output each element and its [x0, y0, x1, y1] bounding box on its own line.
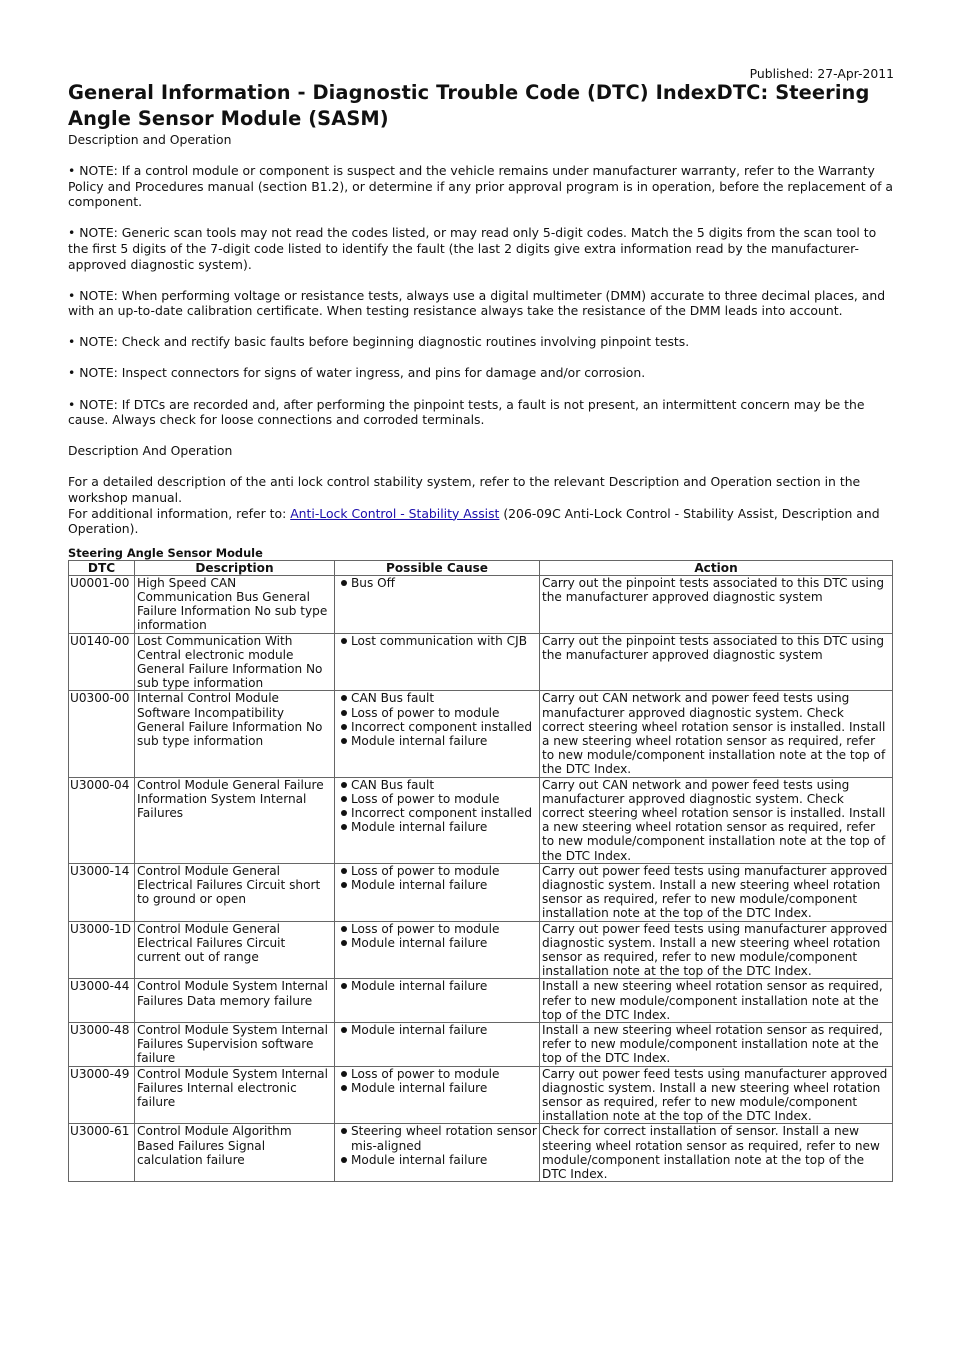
table-row — [69, 633, 893, 691]
table-header-row — [69, 560, 893, 575]
dtc-description-cell: Internal Control Module Software Incompatibility General Failure Information No sub type information — [135, 691, 335, 777]
possible-cause-item: CAN Bus fault — [351, 691, 537, 705]
possible-cause-item: Incorrect component installed — [351, 720, 537, 734]
possible-cause-cell — [335, 979, 540, 1023]
possible-cause-item: Module internal failure — [351, 878, 537, 892]
dtc-description-cell: Lost Communication With Central electronic module General Failure Information No sub type information — [135, 633, 335, 691]
table-row — [69, 777, 893, 863]
possible-cause-item: Module internal failure — [351, 820, 537, 834]
possible-cause-cell — [335, 863, 540, 921]
table-row — [69, 1022, 893, 1066]
dtc-code-cell: U3000-1D — [69, 921, 135, 979]
dtc-code-cell: U3000-49 — [69, 1066, 135, 1124]
action-cell: Carry out CAN network and power feed tests using manufacturer approved diagnostic system. Check correct steering wheel rotation sensor is installed. Install a new steering wheel rotation sensor as required, refer to new module/component installation note at the top of the DTC Index. — [540, 691, 893, 777]
possible-cause-item: Module internal failure — [351, 734, 537, 748]
possible-cause-item: Loss of power to module — [351, 792, 537, 806]
notes-section — [68, 163, 894, 443]
action-cell: Install a new steering wheel rotation sensor as required, refer to new module/component installation note at the top of the DTC Index. — [540, 1022, 893, 1066]
note-dmm: • NOTE: When performing voltage or resistance tests, always use a digital multimeter (DMM) accurate to three decimal places, and with an up-to-date calibration certificate. When testing resistance always take the resistance of the DMM leads into account. — [68, 287, 886, 319]
note-warranty: • NOTE: If a control module or component is suspect and the vehicle remains under manufacturer warranty, refer to the Warranty Policy and Procedures manual (section B1.2), or determine if any prior approval program is in operation, before the replacement of a component. — [68, 163, 893, 210]
dtc-code-cell: U3000-04 — [69, 777, 135, 863]
possible-cause-cell — [335, 575, 540, 633]
possible-cause-list — [337, 1124, 537, 1167]
dtc-description-cell: High Speed CAN Communication Bus General Failure Information No sub type information — [135, 575, 335, 633]
dtc-description-cell: Control Module System Internal Failures Data memory failure — [135, 979, 335, 1023]
page-title: General Information - Diagnostic Trouble Code (DTC) IndexDTC: Steering Angle Sensor Module (SASM) — [68, 81, 870, 130]
dtc-code-cell: U0140-00 — [69, 633, 135, 691]
stability-assist-link[interactable]: Anti-Lock Control - Stability Assist — [290, 505, 500, 521]
table-body — [69, 575, 893, 1182]
possible-cause-item: Incorrect component installed — [351, 806, 537, 820]
dtc-description-cell: Control Module System Internal Failures Supervision software failure — [135, 1022, 335, 1066]
action-cell: Install a new steering wheel rotation sensor as required, refer to new module/component installation note at the top of the DTC Index. — [540, 979, 893, 1023]
possible-cause-item: Loss of power to module — [351, 1067, 537, 1081]
note-scan-tools: • NOTE: Generic scan tools may not read the codes listed, or may read only 5-digit codes. Match the 5 digits from the scan tool to the first 5 digits of the 7-digit code listed to identify the fault (the last 2 digits give extra information read by the manufacturer-approved diagnostic system). — [68, 225, 877, 272]
possible-cause-list — [337, 864, 537, 892]
possible-cause-item: Module internal failure — [351, 979, 537, 993]
dtc-code-cell: U0001-00 — [69, 575, 135, 633]
table-row — [69, 1124, 893, 1182]
action-cell: Carry out power feed tests using manufacturer approved diagnostic system. Install a new steering wheel rotation sensor as required, refer to new module/component installation note at the top of the DTC Index. — [540, 863, 893, 921]
possible-cause-list — [337, 634, 537, 648]
action-cell: Carry out power feed tests using manufacturer approved diagnostic system. Install a new steering wheel rotation sensor as required, refer to new module/component installation note at the top of the DTC Index. — [540, 921, 893, 979]
header-action: Action — [540, 560, 893, 575]
possible-cause-cell — [335, 633, 540, 691]
possible-cause-cell — [335, 691, 540, 777]
possible-cause-list — [337, 1023, 537, 1037]
action-cell: Carry out CAN network and power feed tests using manufacturer approved diagnostic system. Check correct steering wheel rotation sensor is installed. Install a new steering wheel rotation sensor as required, refer to new module/component installation note at the top of the DTC Index. — [540, 777, 893, 863]
reference-paragraph — [68, 506, 894, 537]
table-row — [69, 921, 893, 979]
dtc-code-cell: U3000-44 — [69, 979, 135, 1023]
table-row — [69, 863, 893, 921]
header-description: Description — [135, 560, 335, 575]
action-cell: Carry out the pinpoint tests associated to this DTC using the manufacturer approved diagnostic system — [540, 575, 893, 633]
published-date: Published: 27-Apr-2011 — [749, 66, 894, 81]
possible-cause-item: Loss of power to module — [351, 922, 537, 936]
dtc-code-cell: U3000-61 — [69, 1124, 135, 1182]
header-possible-cause: Possible Cause — [335, 560, 540, 575]
dtc-table — [68, 560, 893, 1183]
possible-cause-list — [337, 979, 537, 993]
possible-cause-item: Bus Off — [351, 576, 537, 590]
possible-cause-item: Lost communication with CJB — [351, 634, 537, 648]
possible-cause-cell — [335, 1066, 540, 1124]
dtc-description-cell: Control Module General Failure Information System Internal Failures — [135, 777, 335, 863]
table-row — [69, 1066, 893, 1124]
header-dtc: DTC — [69, 560, 135, 575]
document-page — [68, 62, 894, 1182]
possible-cause-item: Module internal failure — [351, 1153, 537, 1167]
table-row — [69, 979, 893, 1023]
possible-cause-cell — [335, 1022, 540, 1066]
description-paragraph: For a detailed description of the anti lock control stability system, refer to the relevant Description and Operation section in the workshop manual. — [68, 474, 861, 505]
possible-cause-item: Loss of power to module — [351, 864, 537, 878]
table-row — [69, 691, 893, 777]
note-intermittent: • NOTE: If DTCs are recorded and, after performing the pinpoint tests, a fault is not present, an intermittent concern may be the cause. Always check for loose connections and corroded terminals. — [68, 396, 865, 428]
possible-cause-item: Module internal failure — [351, 1081, 537, 1095]
possible-cause-list — [337, 576, 537, 590]
possible-cause-item: Module internal failure — [351, 1023, 537, 1037]
reference-suffix: (206-09C Anti-Lock Control - Stability Assist, Description and Operation). — [68, 505, 880, 537]
action-cell: Check for correct installation of sensor. Install a new steering wheel rotation sensor as required, refer to new module/component installation note at the top of the DTC Index. — [540, 1124, 893, 1182]
dtc-description-cell: Control Module System Internal Failures Internal electronic failure — [135, 1066, 335, 1124]
reference-prefix: For additional information, refer to: — [68, 505, 291, 521]
possible-cause-item: CAN Bus fault — [351, 778, 537, 792]
possible-cause-cell — [335, 777, 540, 863]
possible-cause-item: Loss of power to module — [351, 706, 537, 720]
note-basic-faults: • NOTE: Check and rectify basic faults before beginning diagnostic routines involving pinpoint tests. — [68, 334, 690, 350]
page-subtitle: Description and Operation — [68, 132, 232, 147]
action-cell: Carry out power feed tests using manufacturer approved diagnostic system. Install a new steering wheel rotation sensor as required, refer to new module/component installation note at the top of the DTC Index. — [540, 1066, 893, 1124]
possible-cause-list — [337, 691, 537, 748]
table-row — [69, 575, 893, 633]
possible-cause-item: Module internal failure — [351, 936, 537, 950]
possible-cause-list — [337, 778, 537, 835]
possible-cause-list — [337, 1067, 537, 1095]
dtc-description-cell: Control Module General Electrical Failures Circuit short to ground or open — [135, 863, 335, 921]
possible-cause-cell — [335, 1124, 540, 1182]
possible-cause-cell — [335, 921, 540, 979]
dtc-code-cell: U3000-14 — [69, 863, 135, 921]
possible-cause-item: Steering wheel rotation sensor mis-aligned — [351, 1124, 537, 1153]
dtc-code-cell: U0300-00 — [69, 691, 135, 777]
dtc-description-cell: Control Module Algorithm Based Failures Signal calculation failure — [135, 1124, 335, 1182]
table-title: Steering Angle Sensor Module — [68, 545, 263, 560]
possible-cause-list — [337, 922, 537, 950]
description-heading: Description And Operation — [68, 443, 233, 459]
dtc-description-cell: Control Module General Electrical Failures Circuit current out of range — [135, 921, 335, 979]
note-connectors: • NOTE: Inspect connectors for signs of water ingress, and pins for damage and/or corrosion. — [68, 365, 646, 381]
action-cell: Carry out the pinpoint tests associated to this DTC using the manufacturer approved diagnostic system — [540, 633, 893, 691]
dtc-code-cell: U3000-48 — [69, 1022, 135, 1066]
